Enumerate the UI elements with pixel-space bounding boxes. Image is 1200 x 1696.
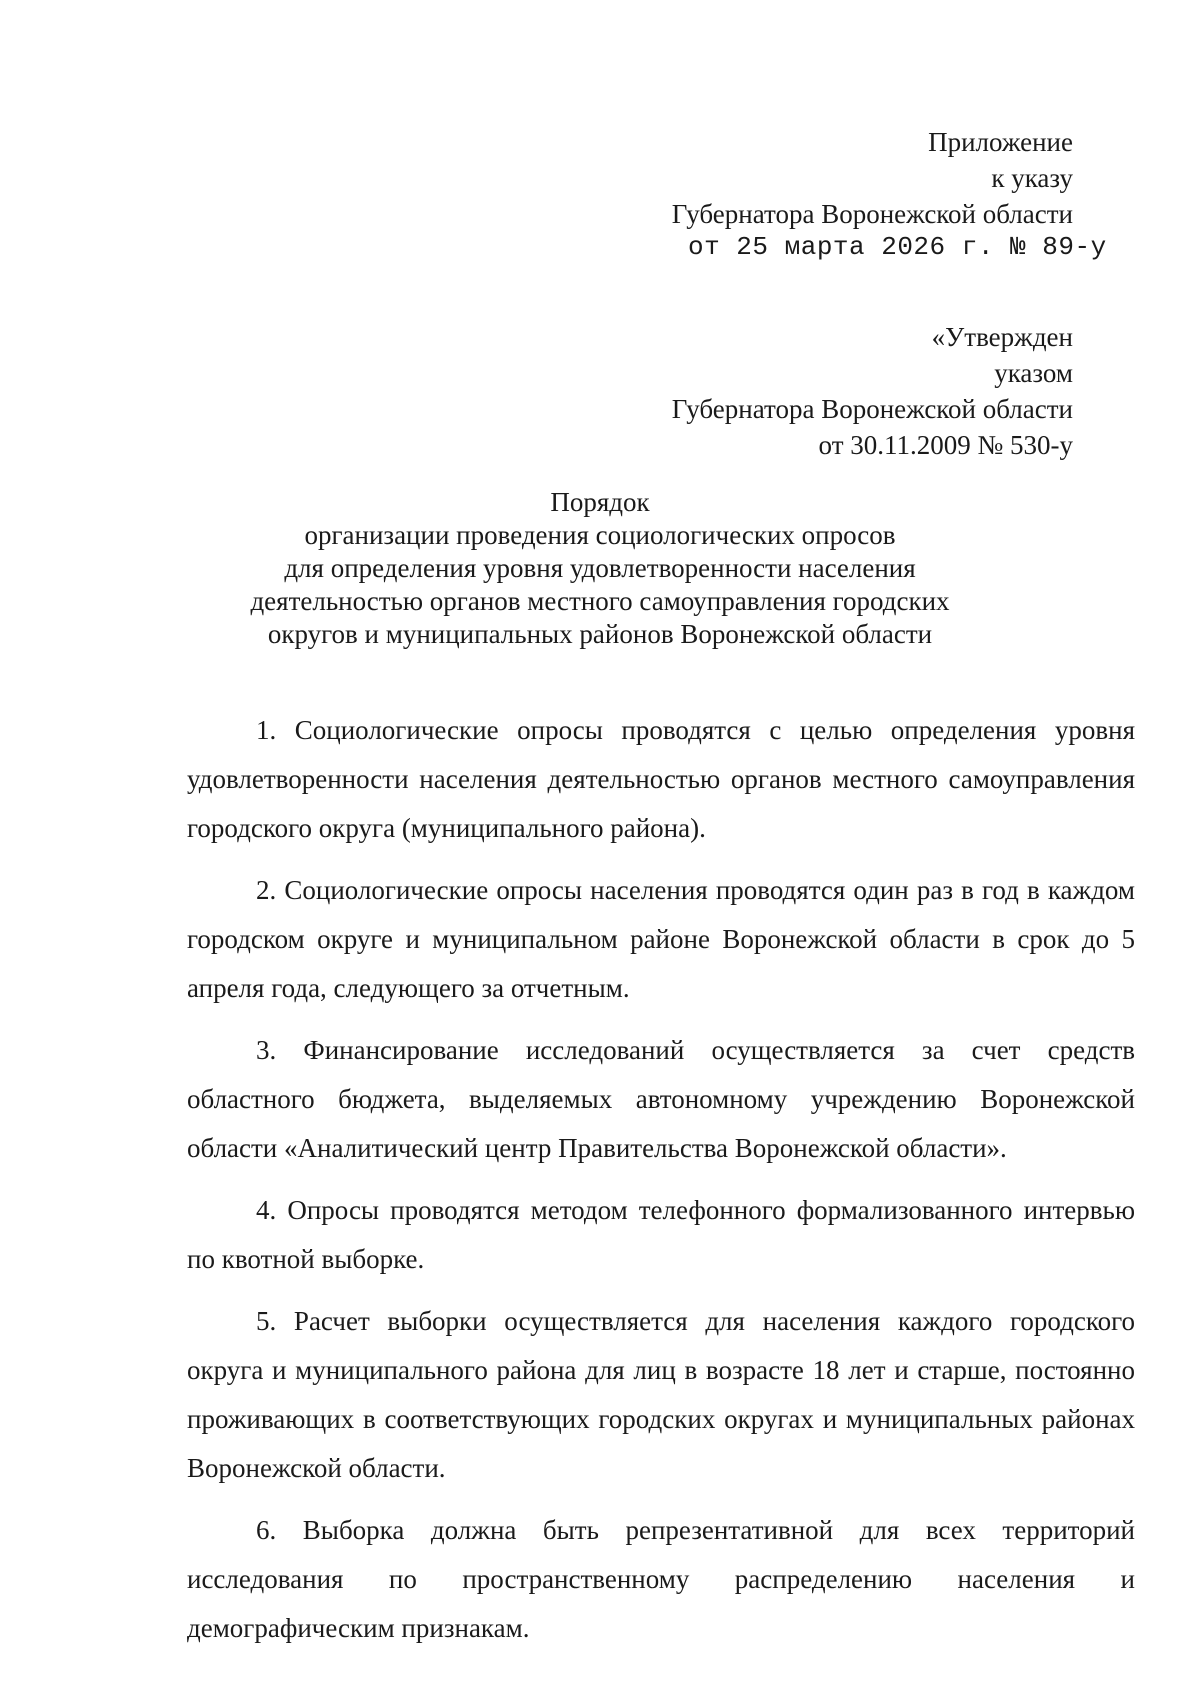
title-line-4: деятельностью органов местного самоуправления городских [250, 586, 950, 616]
decree-date-number: от 25 марта 2026 г. № 89-у [688, 232, 1107, 262]
title-line-2: организации проведения социологических опросов [304, 520, 896, 550]
paragraph-1: 1. Социологические опросы проводятся с целью определения уровня удовлетворенности населения деятельностью органов местного самоуправления городского округа (муниципального района). [187, 715, 1135, 843]
paragraph-2: 2. Социологические опросы населения проводятся один раз в год в каждом городском округе и муниципальном районе Воронежской области в срок до 5 апреля года, следующего за отчетным. [187, 875, 1135, 1003]
paragraph-4: 4. Опросы проводятся методом телефонного формализованного интервью по квотной выборке. [187, 1195, 1135, 1274]
title-line-5: округов и муниципальных районов Воронежской области [267, 619, 933, 649]
document-body [187, 706, 1135, 1666]
approved-by-decree: указом [994, 358, 1073, 388]
appendix-to-decree: к указу [991, 163, 1073, 193]
approved-date-number: от 30.11.2009 № 530-у [818, 430, 1073, 460]
appendix-header [672, 124, 1073, 232]
approval-header [672, 319, 1073, 463]
paragraph-6: 6. Выборка должна быть репрезентативной для всех территорий исследования по пространственному распределению населения и демографическим признакам. [187, 1515, 1135, 1643]
title-line-3: для определения уровня удовлетворенности населения [284, 553, 916, 583]
paragraph-5: 5. Расчет выборки осуществляется для населения каждого городского округа и муниципального района для лиц в возрасте 18 лет и старше, постоянно проживающих в соответствующих городских округах и муниципальных районах Воронежской области. [187, 1306, 1135, 1483]
approved-governor: Губернатора Воронежской области [671, 394, 1073, 424]
appendix-governor: Губернатора Воронежской области [671, 199, 1073, 229]
document-title [200, 486, 1000, 651]
appendix-label: Приложение [928, 127, 1073, 157]
title-line-1: Порядок [550, 487, 650, 517]
approved-label: «Утвержден [931, 322, 1073, 352]
paragraph-3: 3. Финансирование исследований осуществляется за счет средств областного бюджета, выделяемых автономному учреждению Воронежской области «Аналитический центр Правительства Воронежской области». [187, 1035, 1135, 1163]
